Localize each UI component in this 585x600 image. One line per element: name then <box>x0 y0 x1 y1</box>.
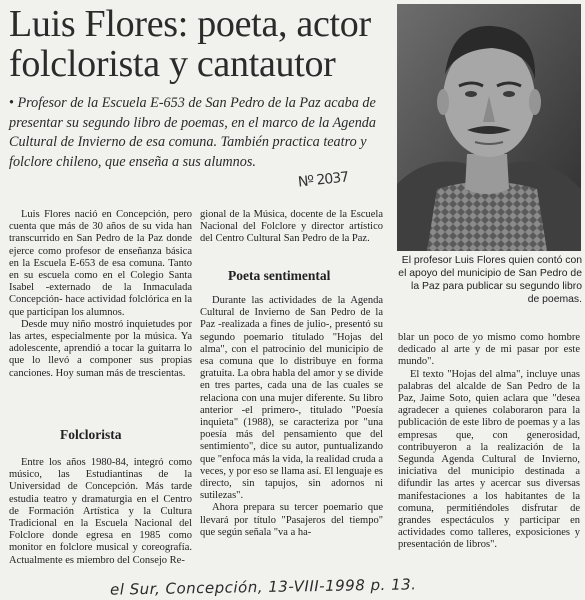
col2-paragraph-1: gional de la Música, docente de la Escuela Nacional del Folclore y director artístico del Centro Cultural San Pedro de la Paz. <box>200 209 383 245</box>
headline-line-1: Luis Flores: poeta, actor <box>9 3 371 45</box>
column-1 <box>9 209 192 380</box>
portrait-photo <box>397 4 581 251</box>
column-2-continued <box>200 295 383 539</box>
col2-paragraph-3: Ahora prepara su tercer poemario que llevará por título "Pasajeros del tiempo" que según señala "va a ha- <box>200 502 383 538</box>
subhead-folclorista: Folclorista <box>60 427 122 442</box>
col1-paragraph-1: Luis Flores nació en Concepción, pero cuenta que más de 30 años de su vida han transcurrido en San Pedro de la Paz donde ejerce como profesor de enseñanza básica en la Escuela E-653 de esa comuna. Tanto en su escuela como en el Colegio Santa Isabel -externado de la Inmaculada Concepción- hace actividad folclórica en la que participan los alumnos. <box>9 209 192 318</box>
col1-paragraph-3: Entre los años 1980-84, integró como músico, las Estudiantinas de la Universidad de Concepción. Más tarde estudia teatro y dramaturgia en el Centro de Formación Artística y la Cultura Tradicional en la Escuela Nacional del Folclore donde egresa en 1985 como monitor en folclore musical y coreografía. Actualmente es miembro del Consejo Re- <box>9 457 192 566</box>
headline <box>9 4 394 84</box>
subhead-poeta-sentimental: Poeta sentimental <box>228 268 331 283</box>
handwritten-source-note: el Sur, Concepción, 13-VIII-1998 p. 13. <box>109 575 417 599</box>
col3-paragraph-2: El texto "Hojas del alma", incluye unas palabras del alcalde de San Pedro de la Paz, Jaime Soto, quien aclara que "desea agradecer a quienes colaboraron para la publicación de este libro de poemas y a las empresas que, con generosidad, contribuyeron a la realización de la Segunda Agenda Cultural de Invierno, iniciativa del municipio destinada a difundir las artes y acercar sus diversas manifestaciones a los habitantes de la comuna, permitiéndoles disfrutar de grandes espectáculos y participar en actividades como talleres, exposiciones y presentación de libros". <box>398 368 580 551</box>
lead-text: Profesor de la Escuela E-653 de San Pedro de la Paz acaba de presentar su segundo libro de poemas, en el marco de la Agenda Cultural de Invierno de esa comuna. También practica teatro y folclore chileno, que enseña a sus alumnos. <box>9 95 376 170</box>
portrait-illustration <box>397 4 581 251</box>
col1-paragraph-2: Desde muy niño mostró inquietudes por las artes, especialmente por la música. Ya adolescente, aprendió a tocar la guitarra lo que lo llevó a componer sus propias canciones. Hoy suman más de trescientas. <box>9 318 192 379</box>
col3-paragraph-1: blar un poco de yo mismo como hombre dedicado al arte y de mi pasar por este mundo". <box>398 332 580 368</box>
photo-caption: El profesor Luis Flores quien contó con el apoyo del municipio de San Pedro de la Paz para publicar su segundo libro de poemas. <box>398 255 582 305</box>
column-2 <box>200 209 383 246</box>
column-1-continued <box>9 457 192 567</box>
col2-paragraph-2: Durante las actividades de la Agenda Cultural de Invierno de San Pedro de la Paz -realizada a fines de julio-, presentó su segundo poemario titulado "Hojas del alma", con el patrocinio del municipio de esa comuna que lo distribuye en forma gratuita. La obra habla del amor y se divide en tres partes, cada una de las cuales se relaciona con una mujer diferente. Su libro anterior -el primero-, titulado "Poesía inquieta" (1988), se caracteriza por "una poesía más del pensamiento que del sentimiento", dice su autor, puntualizando que "enfoca más la vida, la realidad cruda a veces, y por eso se llama así. El lenguaje es directo, sin tapujos, sin adornos ni sutilezas". <box>200 295 383 502</box>
lead-paragraph <box>9 94 389 172</box>
handwritten-note: Nº 2037 <box>297 169 349 191</box>
lead-bullet: • <box>9 95 14 111</box>
headline-line-2: folclorista y cantautor <box>9 43 336 85</box>
column-3 <box>398 332 580 552</box>
